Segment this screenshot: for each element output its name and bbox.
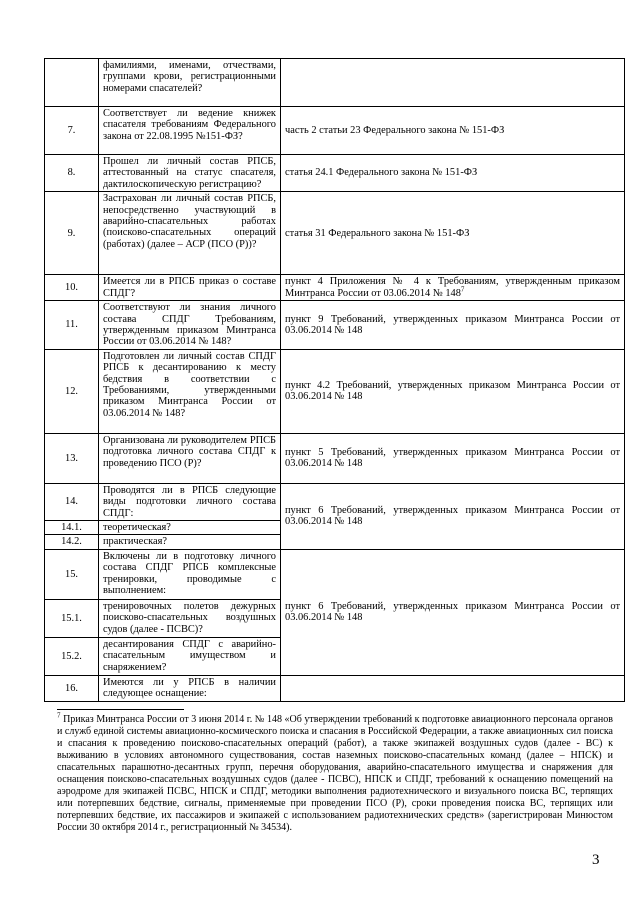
table-row xyxy=(45,301,625,350)
legal-reference-cell: пункт 5 Требований, утвержденных приказом Минтранса России от 03.06.2014 № 148 xyxy=(281,433,625,483)
question-cell: фамилиями, именами, отчествами, группами крови, регистрационными номерами спасателей? xyxy=(99,59,281,107)
reference-text: пункт 4 Приложения № 4 к Требованиям, утвержденным приказом Минтранса России от 03.06.2014 № 148 xyxy=(285,276,620,299)
question-cell: десантирования СПДГ с аварийно-спасательным имуществом и снаряжением? xyxy=(99,637,281,675)
footnote-text: Приказ Минтранса России от 3 июня 2014 г. № 148 «Об утверждении требований к подготовке авиационного персонала органов и служб единой системы авиационно-космического поиска и спасания в Российской Федерации, а также авиационных сил поиска и спасания к проведению поисково-спасательных операций (работ), а также экипажей воздушных судов (далее - ВС) к выживанию в условиях автономного существования, состав наземных поисково-спасательных команд (далее – НПСК) и спасательных парашютно-десантных групп, перечня оборудования, аварийно-спасательного имущества и снаряжения для оснащения поисково-спасательных воздушных судов (далее - ПСВС), НПСК и СПДГ, требований к оснащению помещений на аэродроме для экипажей ПСВС, НПСК и СПДГ, методики выполнения радиотехнического и визуального поиска ВС, терпящих или потерпевших бедствие, сигналы, применяемые при проведении ПСО (Р), сроки проведения поиска ВС, терпящих или потерпевших бедствие, их пассажиров и экипажей с использованием радиотехнических средств» (зарегистрирован Минюстом России 30 октября 2014 г., регистрационный № 34534). xyxy=(57,714,614,833)
table-row xyxy=(45,59,625,107)
row-number xyxy=(45,59,99,107)
table-row xyxy=(45,275,625,301)
row-number: 8. xyxy=(45,155,99,192)
table-row xyxy=(45,549,625,599)
table-row xyxy=(45,433,625,483)
footnote xyxy=(57,711,614,834)
question-cell: Соответствуют ли знания личного состава СПДГ Требованиям, утвержденным приказом Минтранса России от 03.06.2014 № 148? xyxy=(99,301,281,350)
question-cell: Подготовлен ли личный состав СПДГ РПСБ к десантированию к месту бедствия в соответствии с Требованиями, утвержденными приказом Минтранса России от 03.06.2014 № 148? xyxy=(99,349,281,433)
table-row xyxy=(45,349,625,433)
footnote-marker: 7 xyxy=(460,285,465,294)
legal-reference-cell: пункт 6 Требований, утвержденных приказом Минтранса России от 03.06.2014 № 148 xyxy=(281,549,625,675)
legal-reference-cell xyxy=(281,675,625,701)
question-cell: Организована ли руководителем РПСБ подготовка личного состава СПДГ к проведению ПСО (Р)? xyxy=(99,433,281,483)
question-cell: практическая? xyxy=(99,535,281,549)
question-cell: Имеются ли у РПСБ в наличии следующее оснащение: xyxy=(99,675,281,701)
question-cell: Прошел ли личный состав РПСБ, аттестованный на статус спасателя, дактилоскопическую регистрацию? xyxy=(99,155,281,192)
row-number: 7. xyxy=(45,107,99,155)
inspection-checklist-table xyxy=(44,58,625,702)
legal-reference-cell xyxy=(281,275,625,301)
row-number: 14. xyxy=(45,483,99,520)
footnote-marker: 7 xyxy=(57,711,61,720)
legal-reference-cell xyxy=(281,59,625,107)
row-number: 15.2. xyxy=(45,637,99,675)
row-number: 15. xyxy=(45,549,99,599)
legal-reference-cell: статья 24.1 Федерального закона № 151-ФЗ xyxy=(281,155,625,192)
question-cell: теоретическая? xyxy=(99,521,281,535)
table-row xyxy=(45,107,625,155)
question-cell: Имеется ли в РПСБ приказ о составе СПДГ? xyxy=(99,275,281,301)
legal-reference-cell: статья 31 Федерального закона № 151-ФЗ xyxy=(281,192,625,275)
row-number: 13. xyxy=(45,433,99,483)
legal-reference-cell: пункт 9 Требований, утвержденных приказом Минтранса России от 03.06.2014 № 148 xyxy=(281,301,625,350)
table-row xyxy=(45,483,625,520)
table-row xyxy=(45,192,625,275)
question-cell: Соответствует ли ведение книжек спасателя требованиям Федерального закона от 22.08.1995 №151-ФЗ? xyxy=(99,107,281,155)
row-number: 10. xyxy=(45,275,99,301)
question-cell: тренировочных полетов дежурных поисково-спасательных воздушных судов (далее - ПСВС)? xyxy=(99,599,281,637)
row-number: 14.2. xyxy=(45,535,99,549)
row-number: 15.1. xyxy=(45,599,99,637)
table-row xyxy=(45,675,625,701)
page-number: 3 xyxy=(592,852,600,868)
legal-reference-cell: часть 2 статьи 23 Федерального закона № 151-ФЗ xyxy=(281,107,625,155)
legal-reference-cell: пункт 4.2 Требований, утвержденных приказом Минтранса России от 03.06.2014 № 148 xyxy=(281,349,625,433)
row-number: 12. xyxy=(45,349,99,433)
question-cell: Застрахован ли личный состав РПСБ, непосредственно участвующий в аварийно-спасательных работах (поисково-спасательных операций (работах) (далее – АСР (ПСО (Р))? xyxy=(99,192,281,275)
row-number: 11. xyxy=(45,301,99,350)
row-number: 14.1. xyxy=(45,521,99,535)
row-number: 16. xyxy=(45,675,99,701)
row-number: 9. xyxy=(45,192,99,275)
question-cell: Проводятся ли в РПСБ следующие виды подготовки личного состава СПДГ: xyxy=(99,483,281,520)
table-row xyxy=(45,155,625,192)
legal-reference-cell: пункт 6 Требований, утвержденных приказом Минтранса России от 03.06.2014 № 148 xyxy=(281,483,625,549)
footnote-divider xyxy=(57,709,184,710)
question-cell: Включены ли в подготовку личного состава СПДГ РПСБ комплексные тренировки, проводимые с выполнением: xyxy=(99,549,281,599)
